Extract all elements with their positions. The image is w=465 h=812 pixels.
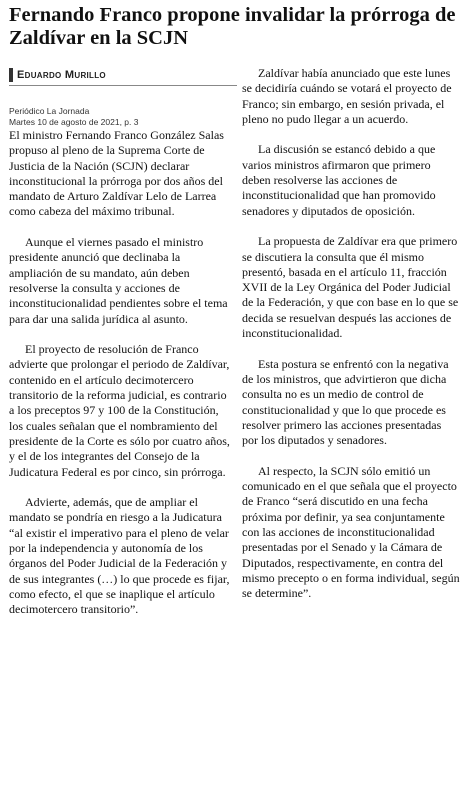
paragraph: Advierte, además, que de ampliar el mandato se pondría en riesgo a la Judicatura “al existir el imperativo para el pleno de velar por la independencia y autonomía de los órganos del Poder Judicial de la Federación y de sus integrantes (…) lo que procede es fijar, como efecto, el que se inaplique el artículo decimotercero transitorio”.: [9, 495, 230, 617]
source-info: [9, 106, 234, 127]
paragraph: El proyecto de resolución de Franco advierte que prolongar el periodo de Zaldívar, contenido en el artículo decimotercero transitorio de la reforma judicial, es contrario a los preceptos 97 y 100 de la Constitución, los cuales señalan que el nombramiento del presidente de la Corte es sólo por cuatro años, y el de los integrantes del Consejo de la Judicatura Federal es por cinco, sin prórroga.: [9, 342, 230, 479]
byline-divider: [9, 85, 237, 86]
left-column: [9, 128, 232, 633]
paragraph: La discusión se estancó debido a que varios ministros afirmaron que primero deben resolverse las acciones de inconstitucionalidad que han promovido senadores y diputados de oposición.: [242, 142, 436, 218]
headline: Fernando Franco propone invalidar la prórroga de Zaldívar en la SCJN: [9, 4, 456, 49]
right-column: [242, 66, 460, 617]
paragraph: Al respecto, la SCJN sólo emitió un comunicado en el que señala que el proyecto de Franco “será discutido en una fecha próxima por definir, ya sea conjuntamente con las acciones de inconstitucionalidad presentadas por el Senado y la Cámara de Diputados, respectivamente, en contra del mismo precepto o en forma individual, según se determine”.: [242, 463, 460, 601]
paragraph: La propuesta de Zaldívar era que primero se discutiera la consulta que él mismo presentó, basada en el artículo 11, fracción XVII de la Ley Orgánica del Poder Judicial de la Federación, y que con base en lo que se decida se resuelvan después las acciones de inconstitucionalidad.: [242, 234, 459, 341]
byline: [9, 68, 234, 82]
paragraph: Zaldívar había anunciado que este lunes se decidiría cuándo se votará el proyecto de Franco; sin embargo, en sesión privada, el pleno no pudo llegar a un acuerdo.: [242, 66, 452, 126]
author-name: Eduardo Murillo: [17, 69, 106, 81]
source-date: Martes 10 de agosto de 2021, p. 3: [9, 116, 139, 127]
paragraph: Esta postura se enfrentó con la negativa de los ministros, que advirtieron que dicha consulta no es un medio de control de constitucionalidad y que lo que procede es resolver primero las acciones presentadas por los diputados y senadores.: [242, 356, 449, 448]
source-publication: Periódico La Jornada: [9, 106, 90, 116]
paragraph: Aunque el viernes pasado el ministro presidente anunció que declinaba la ampliación de su mandato, aún deben resolverse la consulta y acciones de inconstitucionalidad pendientes sobre el tema para dar una salida jurídica al asunto.: [9, 235, 228, 326]
byline-marker: [9, 68, 13, 82]
paragraph: El ministro Fernando Franco González Salas propuso al pleno de la Suprema Corte de Justicia de la Nación (SCJN) declarar inconstitucional la prórroga por dos años del mandato de Arturo Zaldívar Lelo de Larrea como cabeza del máximo tribunal.: [9, 128, 224, 219]
